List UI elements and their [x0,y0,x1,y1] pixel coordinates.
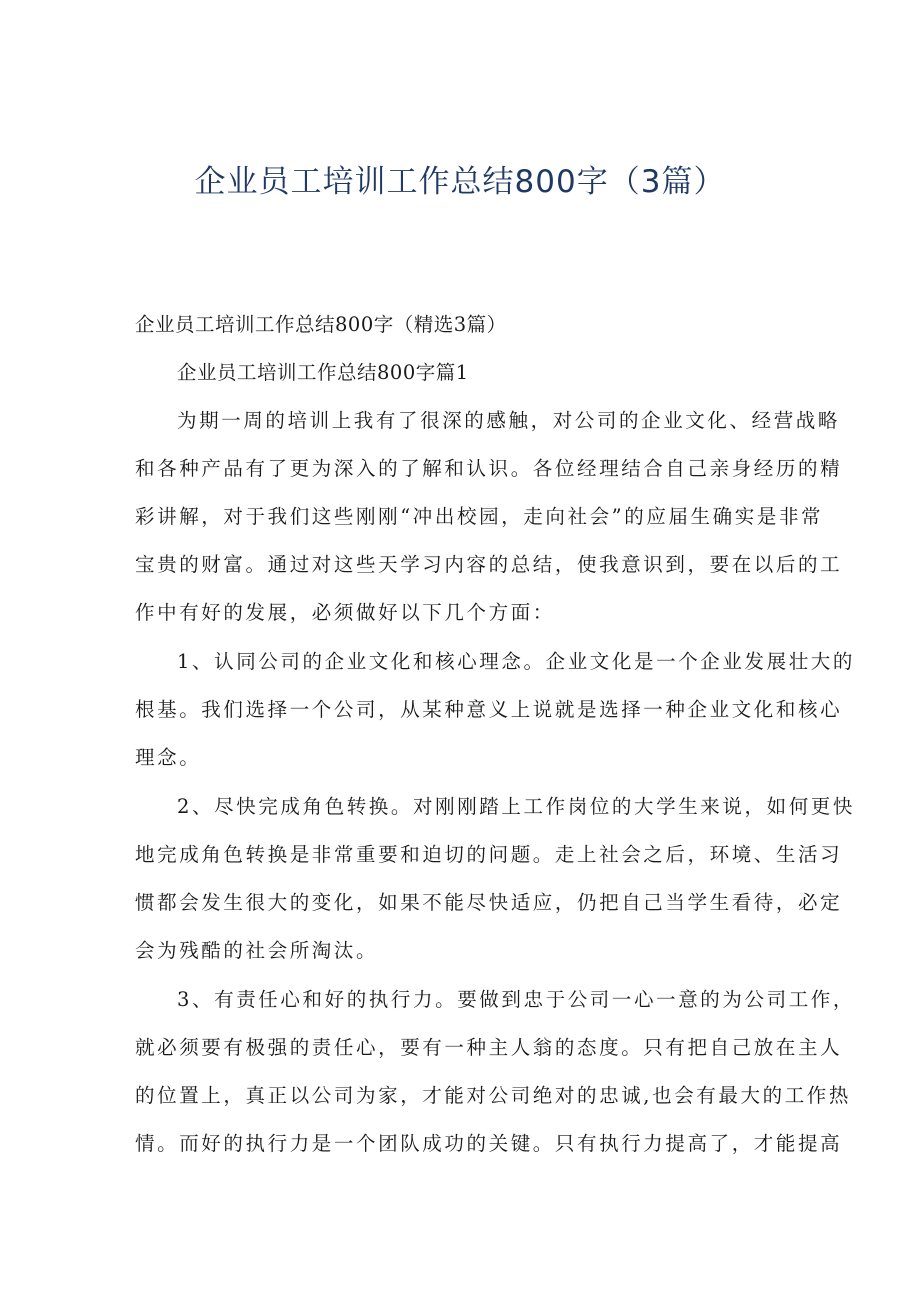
paragraph-1-line-1: 为期一周的培训上我有了很深的感触，对公司的企业文化、经营战略 [177,409,841,432]
paragraph-3-line-3: 惯都会发生很大的变化，如果不能尽快适应，仍把自己当学生看待，必定 [135,891,843,914]
paragraph-4-line-3: 的位置上，真正以公司为家，才能对公司绝对的忠诚,也会有最大的工作热 [135,1084,851,1107]
paragraph-3-line-1: 2、尽快完成角色转换。对刚刚踏上工作岗位的大学生来说，如何更快 [177,795,856,818]
paragraph-3-line-4: 会为残酷的社会所淘汰。 [135,939,379,962]
paragraph-3-line-2: 地完成角色转换是非常重要和迫切的问题。走上社会之后，环境、生活习 [135,843,843,866]
paragraph-1-line-5: 作中有好的发展，必须做好以下几个方面： [135,601,555,624]
section-heading: 企业员工培训工作总结800字篇1 [177,361,469,384]
paragraph-1-line-3: 彩讲解，对于我们这些刚刚“冲出校园，走向社会”的应届生确实是非常 [135,505,824,528]
paragraph-2-line-1: 1、认同公司的企业文化和核心理念。企业文化是一个企业发展壮大的 [177,650,856,673]
paragraph-1-line-2: 和各种产品有了更为深入的了解和认识。各位经理结合自己亲身经历的精 [135,457,843,480]
paragraph-2-line-3: 理念。 [135,746,202,769]
paragraph-4-line-4: 情。而好的执行力是一个团队成功的关键。只有执行力提高了，才能提高 [135,1132,843,1155]
paragraph-4-line-1: 3、有责任心和好的执行力。要做到忠于公司一心一意的为公司工作， [177,988,856,1011]
document-subtitle: 企业员工培训工作总结800字（精选3篇） [135,313,507,336]
paragraph-4-line-2: 就必须要有极强的责任心，要有一种主人翁的态度。只有把自己放在主人 [135,1036,843,1059]
paragraph-2-line-2: 根基。我们选择一个公司，从某种意义上说就是选择一种企业文化和核心 [135,698,843,721]
document-title: 企业员工培训工作总结800字（3篇） [194,164,726,200]
paragraph-1-line-4: 宝贵的财富。通过对这些天学习内容的总结，使我意识到，要在以后的工 [135,553,843,576]
